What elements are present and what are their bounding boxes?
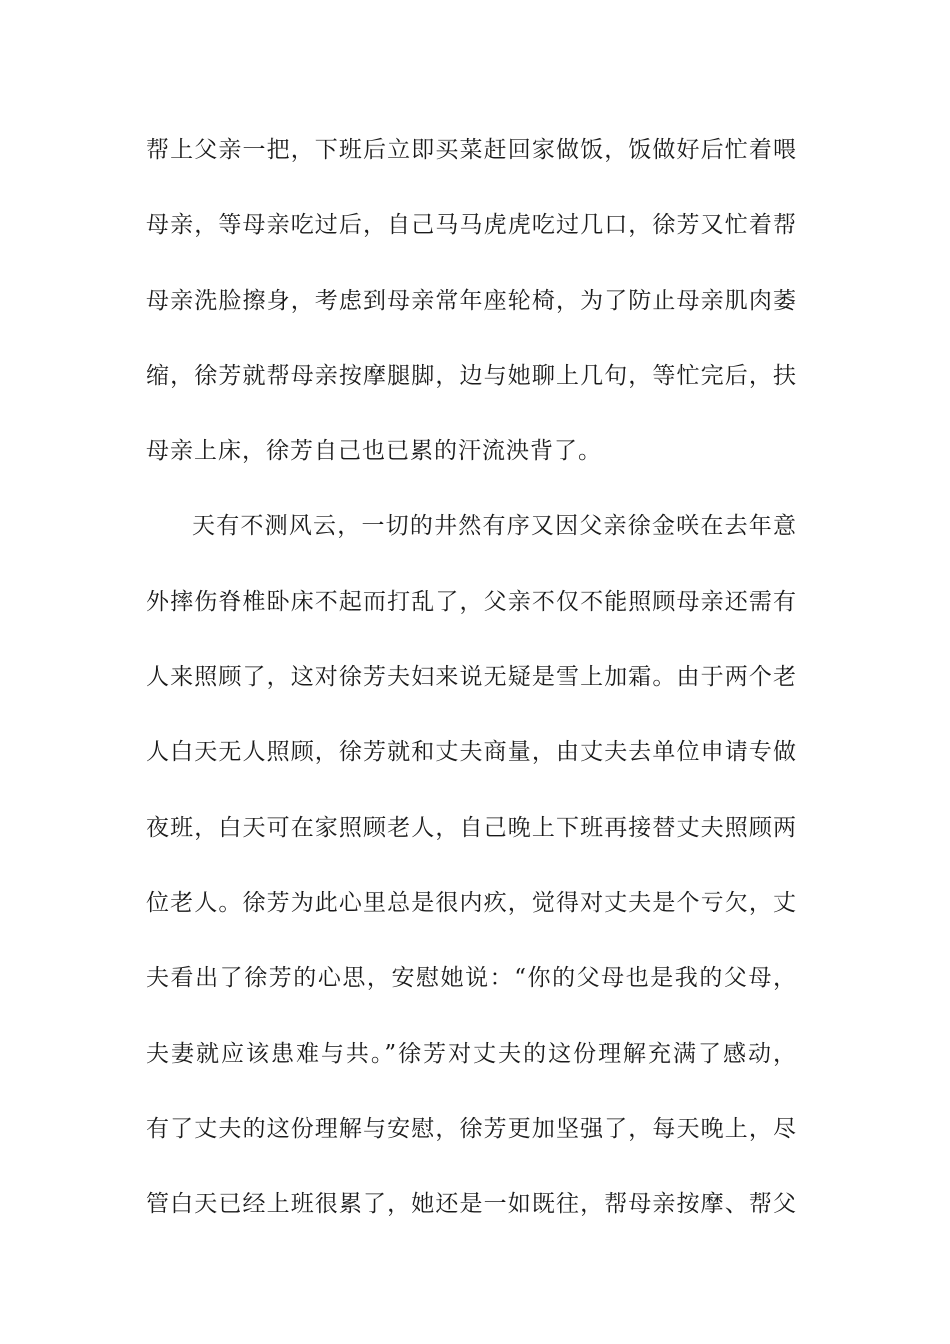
text-line: 夜班，白天可在家照顾老人，自己晚上下班再接替丈夫照顾两 xyxy=(146,814,796,841)
body-text xyxy=(146,122,796,1251)
text-line: 人白天无人照顾，徐芳就和丈夫商量，由丈夫去单位申请专做 xyxy=(146,739,796,766)
text-line: 帮上父亲一把，下班后立即买菜赶回家做饭，饭做好后忙着喂 xyxy=(146,137,796,163)
text-line: 有了丈夫的这份理解与安慰，徐芳更加坚强了，每天晚上，尽 xyxy=(146,1115,796,1142)
text-line: 缩，徐芳就帮母亲按摩腿脚，边与她聊上几句，等忙完后，扶 xyxy=(146,362,796,389)
paragraph-end-line: 母亲上床，徐芳自己也已累的汗流泱背了。 xyxy=(146,438,602,465)
text-line: 夫妻就应该患难与共。”徐芳对丈夫的这份理解充满了感动， xyxy=(146,1040,796,1067)
text-line: 母亲洗脸擦身，考虑到母亲常年座轮椅，为了防止母亲肌肉萎 xyxy=(146,287,796,314)
text-line: 人来照顾了，这对徐芳夫妇来说无疑是雪上加霜。由于两个老 xyxy=(146,664,796,691)
text-line: 外摔伤脊椎卧床不起而打乱了，父亲不仅不能照顾母亲还需有 xyxy=(146,588,796,615)
text-line: 位老人。徐芳为此心里总是很内疚，觉得对丈夫是个亏欠，丈 xyxy=(146,889,796,916)
text-line: 管白天已经上班很累了，她还是一如既往，帮母亲按摩、帮父 xyxy=(146,1191,796,1218)
text-line: 夫看出了徐芳的心思，安慰她说：“你的父母也是我的父母， xyxy=(146,965,796,992)
text-line: 母亲，等母亲吃过后，自己马马虎虎吃过几口，徐芳又忙着帮 xyxy=(146,212,796,239)
paragraph-start-line: 天有不测风云，一切的井然有序又因父亲徐金咲在去年意 xyxy=(192,513,796,540)
